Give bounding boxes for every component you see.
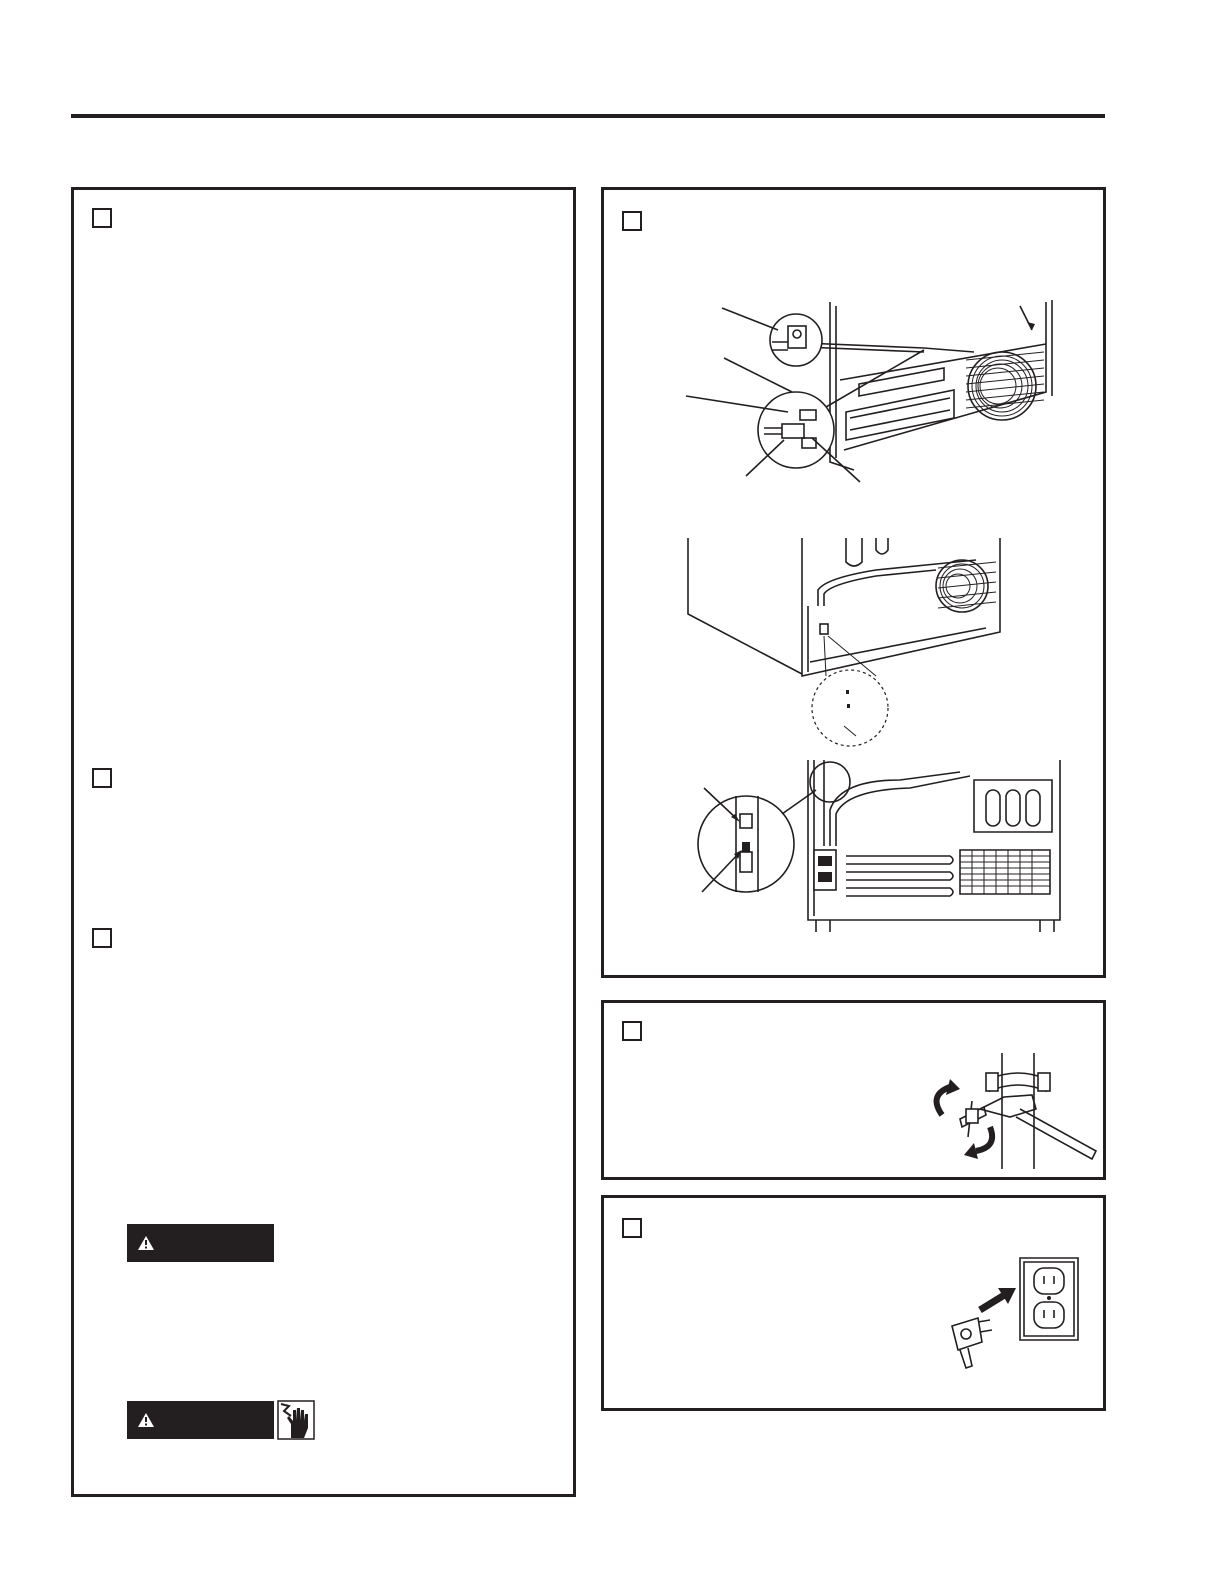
turn-on-water-panel: [601, 1000, 1106, 1180]
step-checkbox-5[interactable]: [622, 1021, 642, 1041]
plug-in-panel: [601, 1195, 1106, 1411]
valve-connection-detail-illustration: [700, 760, 1080, 950]
step-checkbox-4[interactable]: [622, 211, 642, 231]
step-checkbox-6[interactable]: [622, 1218, 642, 1238]
connect-water-panel: [601, 187, 1106, 978]
warning-banner-2: [127, 1401, 274, 1439]
left-instructions-panel: [71, 187, 576, 1497]
water-valve-location-illustration: [686, 538, 1006, 748]
shutoff-valve-illustration: [920, 1051, 1100, 1171]
step-checkbox-1[interactable]: [92, 208, 112, 228]
warning-triangle-icon: [137, 1235, 155, 1251]
tubing-coil-illustration: [684, 300, 1104, 500]
header-rule: [71, 114, 1105, 118]
electric-shock-hand-icon: [277, 1400, 315, 1440]
step-checkbox-2[interactable]: [92, 768, 112, 788]
warning-banner-1: [127, 1224, 274, 1262]
plug-outlet-illustration: [950, 1256, 1090, 1386]
warning-triangle-icon: [137, 1412, 155, 1428]
step-checkbox-3[interactable]: [92, 928, 112, 948]
